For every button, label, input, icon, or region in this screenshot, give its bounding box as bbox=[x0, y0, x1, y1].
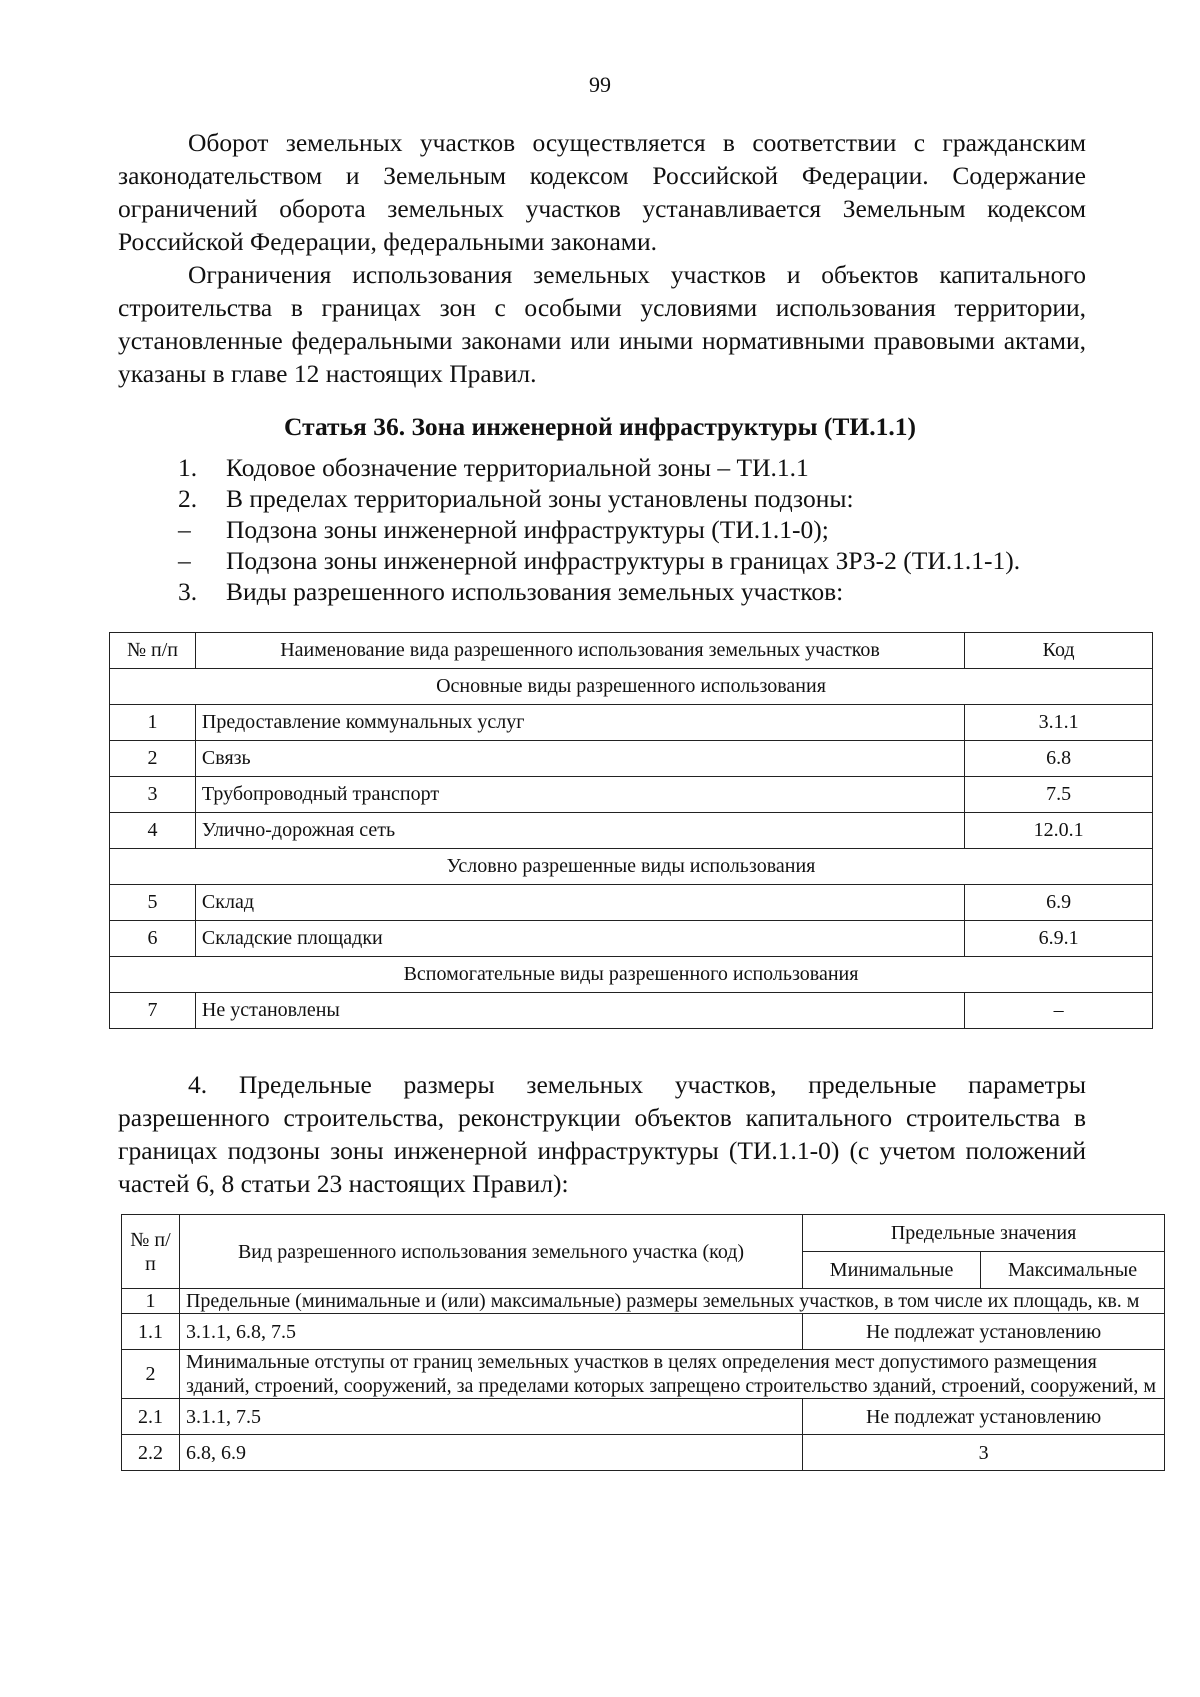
table-row bbox=[122, 1289, 1165, 1314]
row-description: Минимальные отступы от границ земельных участков в целях определения мест допустимого размещения зданий, строений, сооружений, за пределами которых запрещено строительство зданий, строений, сооружений, м bbox=[179, 1350, 1164, 1399]
list-marker: 2. bbox=[178, 484, 198, 513]
row-value: Не подлежат установлению bbox=[803, 1314, 1165, 1350]
row-description: Предельные (минимальные и (или) максимальные) размеры земельных участков, в том числе их площадь, кв. м bbox=[179, 1289, 1164, 1314]
article-heading: Статья 36. Зона инженерной инфраструктуры (ТИ.1.1) bbox=[284, 412, 916, 441]
list-item bbox=[178, 514, 1098, 545]
row-value: Не подлежат установлению bbox=[803, 1399, 1165, 1435]
section-title: Условно разрешенные виды использования bbox=[110, 849, 1153, 885]
row-code: 12.0.1 bbox=[965, 813, 1153, 849]
limits-table bbox=[121, 1214, 1165, 1471]
list-text: Подзона зоны инженерной инфраструктуры в границах ЗРЗ-2 (ТИ.1.1-1). bbox=[226, 546, 1021, 575]
row-num: 2.2 bbox=[122, 1435, 180, 1471]
section-title: Вспомогательные виды разрешенного использования bbox=[110, 957, 1153, 993]
row-code: 7.5 bbox=[965, 777, 1153, 813]
list-text: Подзона зоны инженерной инфраструктуры (ТИ.1.1-0); bbox=[226, 515, 829, 544]
row-name: Не установлены bbox=[195, 993, 964, 1029]
intro-text bbox=[118, 126, 1086, 390]
row-num: 1 bbox=[110, 705, 196, 741]
section-title: Основные виды разрешенного использования bbox=[110, 669, 1153, 705]
header-num: № п/п bbox=[110, 633, 196, 669]
table-row bbox=[110, 741, 1153, 777]
row-value: 3 bbox=[803, 1435, 1165, 1471]
list-item bbox=[178, 545, 1098, 576]
table-row bbox=[122, 1314, 1165, 1350]
header-kind: Вид разрешенного использования земельного участка (код) bbox=[179, 1215, 802, 1289]
table-header-row bbox=[122, 1215, 1165, 1252]
table-row bbox=[110, 777, 1153, 813]
page-number: 99 bbox=[589, 72, 611, 97]
zone-list bbox=[178, 452, 1098, 607]
list-marker: 3. bbox=[178, 577, 198, 606]
table-row bbox=[110, 993, 1153, 1029]
row-num: 2 bbox=[122, 1350, 180, 1399]
intro-paragraph: Оборот земельных участков осуществляется в соответствии с гражданским законодательством и Земельным кодексом Российской Федерации. Содержание ограничений оборота земельных участков устанавливается Земельным кодексом Российской Федерации, федеральными законами. bbox=[118, 128, 1086, 256]
table-row bbox=[110, 813, 1153, 849]
row-num: 5 bbox=[110, 885, 196, 921]
row-name: Трубопроводный транспорт bbox=[195, 777, 964, 813]
list-item bbox=[178, 576, 1098, 607]
table-row bbox=[110, 885, 1153, 921]
table-header-row bbox=[110, 633, 1153, 669]
row-num: 2.1 bbox=[122, 1399, 180, 1435]
paragraph-4: 4. Предельные размеры земельных участков, предельные параметры разрешенного строительства, реконструкции объектов капитального строительства в границах подзоны зоны инженерной инфраструктуры (ТИ.1.1-0) (с учетом положений частей 6, 8 статьи 23 настоящих Правил): bbox=[118, 1070, 1086, 1198]
section-row bbox=[110, 849, 1153, 885]
list-item bbox=[178, 483, 1098, 514]
row-codes: 3.1.1, 7.5 bbox=[179, 1399, 802, 1435]
header-max: Максимальные bbox=[981, 1252, 1165, 1289]
row-num: 4 bbox=[110, 813, 196, 849]
row-num: 2 bbox=[110, 741, 196, 777]
list-marker: – bbox=[178, 546, 191, 575]
list-text: Кодовое обозначение территориальной зоны – ТИ.1.1 bbox=[226, 453, 809, 482]
paragraph-4-block bbox=[118, 1068, 1086, 1200]
list-marker: – bbox=[178, 515, 191, 544]
table-row bbox=[122, 1399, 1165, 1435]
row-num: 7 bbox=[110, 993, 196, 1029]
row-code: 6.8 bbox=[965, 741, 1153, 777]
header-name: Наименование вида разрешенного использования земельных участков bbox=[195, 633, 964, 669]
row-num: 1 bbox=[122, 1289, 180, 1314]
row-name: Складские площадки bbox=[195, 921, 964, 957]
list-text: Виды разрешенного использования земельных участков: bbox=[226, 577, 844, 606]
table-row bbox=[122, 1350, 1165, 1399]
header-num: № п/п bbox=[122, 1215, 180, 1289]
section-row bbox=[110, 957, 1153, 993]
row-num: 1.1 bbox=[122, 1314, 180, 1350]
list-marker: 1. bbox=[178, 453, 198, 482]
row-name: Склад bbox=[195, 885, 964, 921]
row-name: Связь bbox=[195, 741, 964, 777]
row-code: 6.9.1 bbox=[965, 921, 1153, 957]
row-code: 6.9 bbox=[965, 885, 1153, 921]
row-name: Предоставление коммунальных услуг bbox=[195, 705, 964, 741]
header-code: Код bbox=[965, 633, 1153, 669]
table-row bbox=[110, 705, 1153, 741]
header-values: Предельные значения bbox=[803, 1215, 1165, 1252]
permitted-uses-table bbox=[109, 632, 1153, 1029]
header-min: Минимальные bbox=[803, 1252, 981, 1289]
row-code: – bbox=[965, 993, 1153, 1029]
row-codes: 6.8, 6.9 bbox=[179, 1435, 802, 1471]
intro-paragraph: Ограничения использования земельных участков и объектов капитального строительства в границах зон с особыми условиями использования территории, установленные федеральными законами или иными нормативными правовыми актами, указаны в главе 12 настоящих Правил. bbox=[118, 260, 1086, 388]
list-text: В пределах территориальной зоны установлены подзоны: bbox=[226, 484, 854, 513]
section-row bbox=[110, 669, 1153, 705]
table-row bbox=[122, 1435, 1165, 1471]
table-row bbox=[110, 921, 1153, 957]
row-codes: 3.1.1, 6.8, 7.5 bbox=[179, 1314, 802, 1350]
list-item bbox=[178, 452, 1098, 483]
row-name: Улично-дорожная сеть bbox=[195, 813, 964, 849]
row-num: 3 bbox=[110, 777, 196, 813]
row-code: 3.1.1 bbox=[965, 705, 1153, 741]
row-num: 6 bbox=[110, 921, 196, 957]
